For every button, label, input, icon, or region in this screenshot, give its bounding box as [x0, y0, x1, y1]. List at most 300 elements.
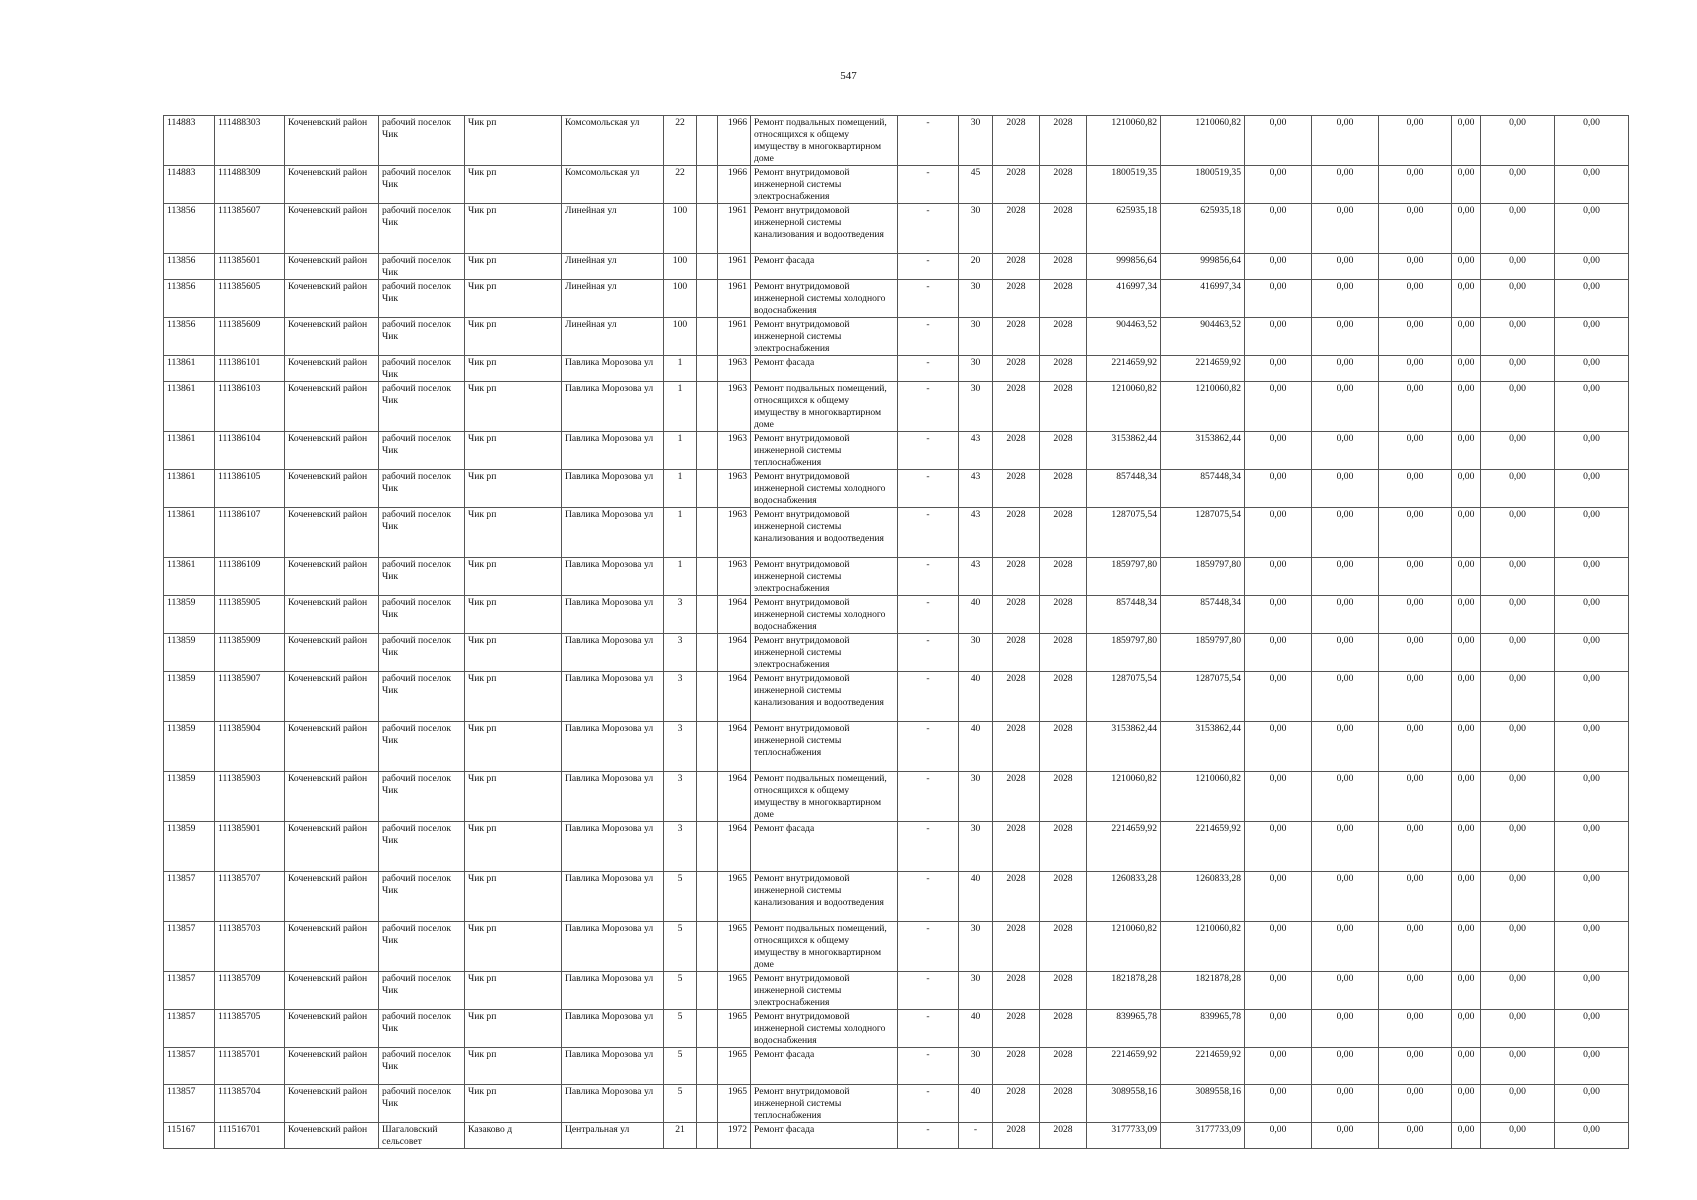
cell-cost-local: 0,00: [1452, 116, 1481, 166]
cell-district: Коченевский район: [285, 280, 379, 318]
cell-cost-budget: 0,00: [1312, 672, 1379, 722]
table-row: [164, 596, 1629, 634]
cell-cost-local: 0,00: [1452, 254, 1481, 280]
cell-cost-other: 0,00: [1555, 558, 1629, 596]
cell-plan-year-start: 2028: [993, 722, 1040, 772]
cell-lifetime: 30: [959, 822, 993, 872]
cell-lifetime: 40: [959, 596, 993, 634]
cell-cost-owners: 0,00: [1481, 254, 1555, 280]
cell-street: Павлика Морозова ул: [562, 672, 664, 722]
cell-unit: -: [898, 972, 959, 1010]
cell-lifetime: 20: [959, 254, 993, 280]
cell-unit: -: [898, 204, 959, 254]
cell-plan-year-start: 2028: [993, 280, 1040, 318]
cell-unit: -: [898, 1010, 959, 1048]
cell-cost-fund: 0,00: [1245, 972, 1312, 1010]
cell-settlement: Чик рп: [465, 772, 562, 822]
cell-cost-local: 0,00: [1452, 1123, 1481, 1149]
cell-house-code: 113861: [164, 558, 215, 596]
cell-cost-fund: 0,00: [1245, 822, 1312, 872]
cell-cost-regional: 0,00: [1379, 722, 1452, 772]
cell-house-code: 114883: [164, 116, 215, 166]
cell-work-type: Ремонт фасада: [751, 1048, 898, 1085]
table-row: [164, 318, 1629, 356]
cell-unit: -: [898, 508, 959, 558]
cell-street: Центральная ул: [562, 1123, 664, 1149]
cell-year: 1965: [718, 1085, 751, 1123]
cell-plan-year-end: 2028: [1040, 1048, 1087, 1085]
cell-municipality: рабочий поселок Чик: [379, 1085, 465, 1123]
cell-cost-budget: 0,00: [1312, 1085, 1379, 1123]
cell-building: [697, 872, 718, 922]
cell-cost-other: 0,00: [1555, 356, 1629, 382]
cell-building: [697, 1085, 718, 1123]
cell-building: [697, 1010, 718, 1048]
cell-work-code: 111385609: [215, 318, 285, 356]
cell-cost-other: 0,00: [1555, 432, 1629, 470]
cell-settlement: Чик рп: [465, 558, 562, 596]
cell-cost-fund: 0,00: [1245, 1048, 1312, 1085]
cell-district: Коченевский район: [285, 318, 379, 356]
cell-total-cost: 857448,34: [1087, 596, 1161, 634]
cell-settlement: Чик рп: [465, 508, 562, 558]
cell-cost-total-2: 904463,52: [1161, 318, 1245, 356]
cell-work-type: Ремонт внутридомовой инженерной системы электроснабжения: [751, 634, 898, 672]
cell-plan-year-start: 2028: [993, 872, 1040, 922]
cell-unit: -: [898, 672, 959, 722]
table-row: [164, 722, 1629, 772]
cell-total-cost: 1287075,54: [1087, 508, 1161, 558]
cell-district: Коченевский район: [285, 204, 379, 254]
cell-cost-budget: 0,00: [1312, 596, 1379, 634]
cell-cost-owners: 0,00: [1481, 1048, 1555, 1085]
cell-year: 1961: [718, 204, 751, 254]
table-row: [164, 280, 1629, 318]
cell-municipality: Шагаловский сельсовет: [379, 1123, 465, 1149]
cell-plan-year-end: 2028: [1040, 116, 1087, 166]
cell-house-number: 5: [664, 1010, 697, 1048]
cell-unit: -: [898, 558, 959, 596]
cell-year: 1961: [718, 280, 751, 318]
cell-cost-regional: 0,00: [1379, 1048, 1452, 1085]
cell-building: [697, 432, 718, 470]
cell-plan-year-start: 2028: [993, 596, 1040, 634]
cell-cost-other: 0,00: [1555, 204, 1629, 254]
cell-cost-owners: 0,00: [1481, 558, 1555, 596]
cell-cost-local: 0,00: [1452, 204, 1481, 254]
cell-settlement: Чик рп: [465, 280, 562, 318]
cell-house-code: 113857: [164, 1010, 215, 1048]
table-row: [164, 634, 1629, 672]
table-row: [164, 382, 1629, 432]
cell-total-cost: 3177733,09: [1087, 1123, 1161, 1149]
cell-total-cost: 1859797,80: [1087, 558, 1161, 596]
cell-year: 1966: [718, 166, 751, 204]
cell-house-code: 113859: [164, 722, 215, 772]
cell-cost-total-2: 1210060,82: [1161, 922, 1245, 972]
cell-house-code: 113859: [164, 634, 215, 672]
cell-cost-owners: 0,00: [1481, 356, 1555, 382]
cell-house-number: 100: [664, 318, 697, 356]
cell-total-cost: 3089558,16: [1087, 1085, 1161, 1123]
cell-work-code: 111385703: [215, 922, 285, 972]
cell-municipality: рабочий поселок Чик: [379, 1010, 465, 1048]
cell-work-type: Ремонт внутридомовой инженерной системы электроснабжения: [751, 318, 898, 356]
cell-house-number: 3: [664, 722, 697, 772]
cell-house-code: 113861: [164, 470, 215, 508]
cell-cost-total-2: 1210060,82: [1161, 382, 1245, 432]
cell-street: Павлика Морозова ул: [562, 1085, 664, 1123]
cell-house-code: 113857: [164, 972, 215, 1010]
cell-cost-budget: 0,00: [1312, 558, 1379, 596]
table-row: [164, 822, 1629, 872]
cell-house-code: 113859: [164, 772, 215, 822]
cell-plan-year-start: 2028: [993, 254, 1040, 280]
page-number: 547: [840, 70, 857, 82]
cell-total-cost: 625935,18: [1087, 204, 1161, 254]
cell-total-cost: 1260833,28: [1087, 872, 1161, 922]
cell-cost-owners: 0,00: [1481, 672, 1555, 722]
cell-settlement: Чик рп: [465, 722, 562, 772]
cell-street: Павлика Морозова ул: [562, 596, 664, 634]
cell-cost-owners: 0,00: [1481, 722, 1555, 772]
cell-cost-fund: 0,00: [1245, 672, 1312, 722]
cell-cost-regional: 0,00: [1379, 1010, 1452, 1048]
cell-house-number: 1: [664, 470, 697, 508]
cell-house-code: 113859: [164, 672, 215, 722]
cell-lifetime: 43: [959, 558, 993, 596]
cell-unit: -: [898, 318, 959, 356]
cell-cost-owners: 0,00: [1481, 116, 1555, 166]
cell-municipality: рабочий поселок Чик: [379, 672, 465, 722]
cell-cost-regional: 0,00: [1379, 558, 1452, 596]
cell-cost-local: 0,00: [1452, 166, 1481, 204]
cell-plan-year-end: 2028: [1040, 596, 1087, 634]
cell-total-cost: 999856,64: [1087, 254, 1161, 280]
cell-house-code: 115167: [164, 1123, 215, 1149]
cell-street: Линейная ул: [562, 254, 664, 280]
cell-cost-budget: 0,00: [1312, 116, 1379, 166]
cell-cost-total-2: 839965,78: [1161, 1010, 1245, 1048]
cell-cost-fund: 0,00: [1245, 280, 1312, 318]
cell-cost-total-2: 1800519,35: [1161, 166, 1245, 204]
cell-cost-other: 0,00: [1555, 508, 1629, 558]
cell-plan-year-end: 2028: [1040, 508, 1087, 558]
cell-total-cost: 416997,34: [1087, 280, 1161, 318]
cell-cost-regional: 0,00: [1379, 872, 1452, 922]
cell-unit: -: [898, 772, 959, 822]
cell-work-type: Ремонт внутридомовой инженерной системы теплоснабжения: [751, 722, 898, 772]
cell-cost-fund: 0,00: [1245, 722, 1312, 772]
cell-cost-total-2: 1210060,82: [1161, 772, 1245, 822]
cell-work-type: Ремонт внутридомовой инженерной системы холодного водоснабжения: [751, 280, 898, 318]
cell-cost-fund: 0,00: [1245, 1085, 1312, 1123]
cell-lifetime: 30: [959, 634, 993, 672]
cell-cost-local: 0,00: [1452, 558, 1481, 596]
cell-street: Павлика Морозова ул: [562, 972, 664, 1010]
cell-street: Павлика Морозова ул: [562, 634, 664, 672]
cell-cost-total-2: 2214659,92: [1161, 356, 1245, 382]
cell-house-number: 3: [664, 596, 697, 634]
cell-cost-other: 0,00: [1555, 1010, 1629, 1048]
cell-work-type: Ремонт подвальных помещений, относящихся к общему имуществу в многоквартирном доме: [751, 922, 898, 972]
cell-house-number: 100: [664, 280, 697, 318]
cell-cost-budget: 0,00: [1312, 356, 1379, 382]
cell-street: Павлика Морозова ул: [562, 822, 664, 872]
cell-lifetime: 43: [959, 470, 993, 508]
cell-cost-local: 0,00: [1452, 470, 1481, 508]
cell-plan-year-start: 2028: [993, 972, 1040, 1010]
cell-cost-budget: 0,00: [1312, 432, 1379, 470]
cell-work-code: 111385709: [215, 972, 285, 1010]
cell-municipality: рабочий поселок Чик: [379, 318, 465, 356]
cell-unit: -: [898, 1123, 959, 1149]
cell-cost-budget: 0,00: [1312, 470, 1379, 508]
cell-cost-local: 0,00: [1452, 432, 1481, 470]
table-body: [164, 116, 1629, 1149]
cell-cost-regional: 0,00: [1379, 922, 1452, 972]
cell-total-cost: 1287075,54: [1087, 672, 1161, 722]
cell-plan-year-start: 2028: [993, 1010, 1040, 1048]
cell-municipality: рабочий поселок Чик: [379, 558, 465, 596]
cell-work-type: Ремонт внутридомовой инженерной системы холодного водоснабжения: [751, 1010, 898, 1048]
cell-unit: -: [898, 634, 959, 672]
cell-street: Павлика Морозова ул: [562, 382, 664, 432]
cell-district: Коченевский район: [285, 972, 379, 1010]
cell-street: Павлика Морозова ул: [562, 356, 664, 382]
cell-house-code: 113856: [164, 318, 215, 356]
cell-cost-total-2: 857448,34: [1161, 470, 1245, 508]
cell-total-cost: 1210060,82: [1087, 116, 1161, 166]
cell-settlement: Чик рп: [465, 116, 562, 166]
cell-plan-year-start: 2028: [993, 822, 1040, 872]
cell-work-code: 111386103: [215, 382, 285, 432]
cell-work-code: 111386104: [215, 432, 285, 470]
cell-work-type: Ремонт внутридомовой инженерной системы холодного водоснабжения: [751, 470, 898, 508]
cell-plan-year-end: 2028: [1040, 772, 1087, 822]
cell-total-cost: 1210060,82: [1087, 922, 1161, 972]
cell-lifetime: 40: [959, 1085, 993, 1123]
cell-house-number: 5: [664, 1085, 697, 1123]
cell-total-cost: 1821878,28: [1087, 972, 1161, 1010]
cell-building: [697, 382, 718, 432]
cell-year: 1963: [718, 382, 751, 432]
cell-unit: -: [898, 382, 959, 432]
cell-cost-local: 0,00: [1452, 1010, 1481, 1048]
cell-house-code: 113861: [164, 382, 215, 432]
cell-district: Коченевский район: [285, 508, 379, 558]
cell-cost-regional: 0,00: [1379, 972, 1452, 1010]
cell-year: 1964: [718, 672, 751, 722]
cell-settlement: Чик рп: [465, 254, 562, 280]
cell-year: 1961: [718, 318, 751, 356]
cell-plan-year-start: 2028: [993, 672, 1040, 722]
cell-cost-total-2: 1821878,28: [1161, 972, 1245, 1010]
cell-district: Коченевский район: [285, 432, 379, 470]
cell-plan-year-start: 2028: [993, 356, 1040, 382]
cell-plan-year-start: 2028: [993, 772, 1040, 822]
cell-building: [697, 204, 718, 254]
cell-unit: -: [898, 1048, 959, 1085]
cell-cost-fund: 0,00: [1245, 204, 1312, 254]
cell-cost-regional: 0,00: [1379, 772, 1452, 822]
cell-house-code: 113856: [164, 280, 215, 318]
cell-unit: -: [898, 822, 959, 872]
cell-cost-total-2: 857448,34: [1161, 596, 1245, 634]
cell-cost-regional: 0,00: [1379, 382, 1452, 432]
cell-cost-budget: 0,00: [1312, 1010, 1379, 1048]
cell-year: 1963: [718, 508, 751, 558]
cell-cost-local: 0,00: [1452, 672, 1481, 722]
cell-plan-year-start: 2028: [993, 204, 1040, 254]
cell-cost-other: 0,00: [1555, 772, 1629, 822]
cell-cost-total-2: 999856,64: [1161, 254, 1245, 280]
table-row: [164, 204, 1629, 254]
cell-unit: -: [898, 470, 959, 508]
cell-plan-year-end: 2028: [1040, 470, 1087, 508]
cell-year: 1964: [718, 772, 751, 822]
cell-municipality: рабочий поселок Чик: [379, 280, 465, 318]
cell-house-code: 113857: [164, 872, 215, 922]
cell-municipality: рабочий поселок Чик: [379, 254, 465, 280]
cell-plan-year-end: 2028: [1040, 356, 1087, 382]
cell-work-code: 111385607: [215, 204, 285, 254]
cell-cost-other: 0,00: [1555, 1048, 1629, 1085]
cell-cost-owners: 0,00: [1481, 822, 1555, 872]
cell-plan-year-end: 2028: [1040, 922, 1087, 972]
table-row: [164, 508, 1629, 558]
cell-plan-year-start: 2028: [993, 558, 1040, 596]
cell-plan-year-end: 2028: [1040, 722, 1087, 772]
cell-plan-year-end: 2028: [1040, 972, 1087, 1010]
cell-cost-owners: 0,00: [1481, 922, 1555, 972]
cell-cost-regional: 0,00: [1379, 280, 1452, 318]
table-row: [164, 1123, 1629, 1149]
cell-cost-local: 0,00: [1452, 722, 1481, 772]
cell-municipality: рабочий поселок Чик: [379, 116, 465, 166]
cell-lifetime: 30: [959, 318, 993, 356]
cell-building: [697, 508, 718, 558]
cell-cost-total-2: 1859797,80: [1161, 634, 1245, 672]
cell-work-code: 111385605: [215, 280, 285, 318]
cell-cost-regional: 0,00: [1379, 356, 1452, 382]
cell-cost-other: 0,00: [1555, 382, 1629, 432]
cell-cost-fund: 0,00: [1245, 1010, 1312, 1048]
cell-work-code: 111385903: [215, 772, 285, 822]
cell-cost-other: 0,00: [1555, 672, 1629, 722]
cell-lifetime: -: [959, 1123, 993, 1149]
cell-plan-year-end: 2028: [1040, 1085, 1087, 1123]
cell-settlement: Чик рп: [465, 318, 562, 356]
table-row: [164, 166, 1629, 204]
cell-cost-fund: 0,00: [1245, 558, 1312, 596]
cell-work-code: 111386101: [215, 356, 285, 382]
cell-cost-owners: 0,00: [1481, 772, 1555, 822]
cell-total-cost: 904463,52: [1087, 318, 1161, 356]
cell-cost-budget: 0,00: [1312, 318, 1379, 356]
cell-building: [697, 116, 718, 166]
cell-cost-total-2: 3089558,16: [1161, 1085, 1245, 1123]
cell-cost-owners: 0,00: [1481, 280, 1555, 318]
cell-building: [697, 356, 718, 382]
cell-district: Коченевский район: [285, 722, 379, 772]
cell-year: 1965: [718, 972, 751, 1010]
cell-total-cost: 3153862,44: [1087, 722, 1161, 772]
cell-house-code: 113856: [164, 204, 215, 254]
cell-work-code: 111385907: [215, 672, 285, 722]
cell-cost-other: 0,00: [1555, 822, 1629, 872]
cell-house-number: 21: [664, 1123, 697, 1149]
cell-plan-year-end: 2028: [1040, 1123, 1087, 1149]
cell-cost-local: 0,00: [1452, 772, 1481, 822]
cell-year: 1961: [718, 254, 751, 280]
cell-cost-regional: 0,00: [1379, 822, 1452, 872]
cell-house-number: 3: [664, 672, 697, 722]
cell-total-cost: 1210060,82: [1087, 772, 1161, 822]
cell-building: [697, 254, 718, 280]
cell-lifetime: 30: [959, 116, 993, 166]
cell-year: 1965: [718, 922, 751, 972]
cell-street: Павлика Морозова ул: [562, 1010, 664, 1048]
cell-work-type: Ремонт подвальных помещений, относящихся к общему имуществу в многоквартирном доме: [751, 772, 898, 822]
cell-cost-regional: 0,00: [1379, 116, 1452, 166]
cell-plan-year-end: 2028: [1040, 634, 1087, 672]
cell-cost-total-2: 416997,34: [1161, 280, 1245, 318]
cell-cost-budget: 0,00: [1312, 872, 1379, 922]
cell-unit: -: [898, 596, 959, 634]
cell-district: Коченевский район: [285, 254, 379, 280]
cell-cost-local: 0,00: [1452, 1048, 1481, 1085]
cell-settlement: Чик рп: [465, 672, 562, 722]
cell-cost-local: 0,00: [1452, 596, 1481, 634]
cell-cost-budget: 0,00: [1312, 634, 1379, 672]
cell-cost-owners: 0,00: [1481, 872, 1555, 922]
cell-cost-local: 0,00: [1452, 382, 1481, 432]
cell-cost-total-2: 2214659,92: [1161, 1048, 1245, 1085]
cell-total-cost: 839965,78: [1087, 1010, 1161, 1048]
cell-cost-total-2: 1287075,54: [1161, 508, 1245, 558]
cell-street: Павлика Морозова ул: [562, 922, 664, 972]
cell-street: Павлика Морозова ул: [562, 470, 664, 508]
cell-work-type: Ремонт подвальных помещений, относящихся к общему имуществу в многоквартирном доме: [751, 382, 898, 432]
cell-year: 1963: [718, 470, 751, 508]
cell-house-code: 113859: [164, 596, 215, 634]
cell-total-cost: 1859797,80: [1087, 634, 1161, 672]
cell-municipality: рабочий поселок Чик: [379, 356, 465, 382]
cell-cost-budget: 0,00: [1312, 1048, 1379, 1085]
cell-total-cost: 3153862,44: [1087, 432, 1161, 470]
cell-cost-total-2: 3177733,09: [1161, 1123, 1245, 1149]
cell-plan-year-end: 2028: [1040, 432, 1087, 470]
cell-settlement: Чик рп: [465, 1010, 562, 1048]
cell-plan-year-start: 2028: [993, 922, 1040, 972]
cell-lifetime: 40: [959, 1010, 993, 1048]
cell-cost-other: 0,00: [1555, 1085, 1629, 1123]
cell-year: 1963: [718, 558, 751, 596]
cell-plan-year-end: 2028: [1040, 166, 1087, 204]
cell-lifetime: 30: [959, 280, 993, 318]
cell-district: Коченевский район: [285, 116, 379, 166]
table-row: [164, 470, 1629, 508]
cell-house-number: 5: [664, 872, 697, 922]
cell-year: 1963: [718, 432, 751, 470]
cell-plan-year-end: 2028: [1040, 318, 1087, 356]
cell-cost-local: 0,00: [1452, 634, 1481, 672]
cell-cost-fund: 0,00: [1245, 1123, 1312, 1149]
cell-settlement: Чик рп: [465, 204, 562, 254]
cell-total-cost: 1800519,35: [1087, 166, 1161, 204]
cell-cost-budget: 0,00: [1312, 822, 1379, 872]
